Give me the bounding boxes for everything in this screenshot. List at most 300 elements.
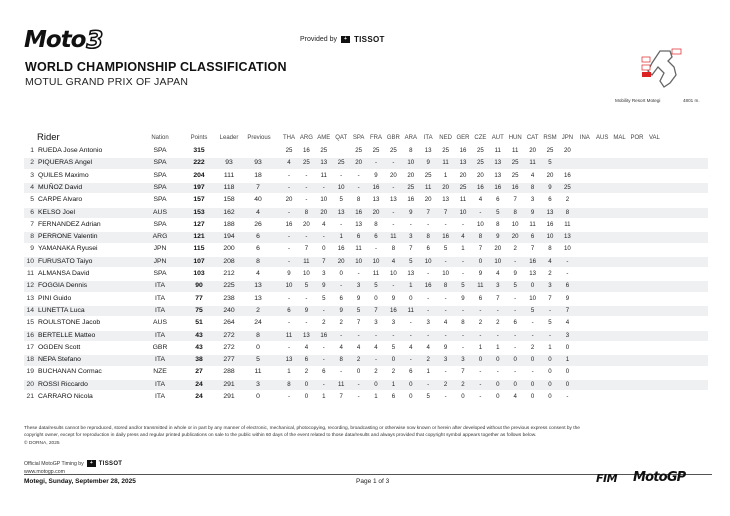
nation-cell: SPA: [153, 147, 167, 154]
sector-marker-3: [642, 65, 650, 70]
race-points-cell: 6: [565, 282, 570, 290]
race-points-cell: 11: [512, 147, 519, 154]
race-points-cell: 25: [546, 147, 554, 154]
race-points-cell: 4: [287, 159, 291, 167]
race-points-cell: 13: [372, 196, 380, 204]
race-points-cell: 20: [355, 159, 362, 167]
race-points-cell: -: [392, 159, 395, 167]
points-cell: 51: [195, 319, 203, 327]
nation-cell: SPA: [153, 220, 167, 228]
race-points-cell: 10: [529, 294, 536, 302]
race-points-cell: 6: [356, 233, 361, 241]
race-points-cell: 16: [459, 147, 467, 154]
race-points-cell: 3: [391, 319, 396, 327]
nation-cell: ITA: [154, 356, 166, 364]
race-points-cell: 0: [496, 380, 500, 388]
points-cell: 77: [195, 294, 203, 302]
race-points-cell: 8: [339, 356, 343, 364]
race-points-cell: -: [392, 208, 395, 216]
nation-cell: JPN: [153, 257, 167, 265]
race-points-cell: 0: [391, 356, 396, 364]
race-points-cell: 0: [322, 245, 326, 253]
rider-name-cell: FURUSATO Taiyo: [38, 257, 93, 265]
previous-gap-cell: 4: [256, 270, 260, 277]
race-points-cell: 5: [443, 245, 448, 253]
points-cell: 115: [193, 245, 205, 253]
position-cell: 9: [30, 245, 34, 253]
sponsor-line: [300, 35, 385, 44]
sector-marker-2: [672, 49, 681, 54]
race-points-cell: 13: [285, 356, 293, 364]
rider-name-cell: LUNETTA Luca: [38, 306, 85, 314]
table-row: [24, 244, 708, 255]
race-points-cell: 10: [303, 270, 310, 277]
race-points-cell: 8: [426, 233, 430, 241]
position-cell: 20: [26, 380, 34, 388]
race-points-cell: 25: [355, 147, 362, 154]
race-points-cell: -: [548, 306, 552, 314]
race-points-cell: 0: [530, 393, 535, 400]
position-cell: 16: [26, 331, 34, 339]
race-points-cell: -: [357, 183, 360, 191]
race-points-cell: 9: [478, 270, 483, 277]
race-header-ina: INA: [579, 135, 590, 141]
race-points-cell: 4: [461, 233, 465, 241]
race-points-cell: 11: [355, 245, 362, 253]
previous-gap-cell: 13: [254, 282, 262, 290]
race-points-cell: 13: [390, 196, 397, 204]
race-points-cell: 7: [513, 196, 517, 204]
race-points-cell: 13: [494, 171, 502, 179]
race-points-cell: -: [444, 294, 447, 302]
race-points-cell: 25: [320, 147, 328, 154]
points-column-header: Points: [190, 135, 208, 141]
race-points-cell: 9: [426, 159, 430, 167]
finish-line-marker: [642, 72, 651, 77]
race-points-cell: -: [427, 306, 430, 314]
leader-gap-cell: 238: [223, 294, 235, 302]
position-cell: 14: [26, 306, 34, 314]
race-header-por: POR: [630, 135, 644, 141]
race-points-cell: -: [340, 282, 343, 290]
race-points-cell: -: [322, 380, 325, 388]
nation-cell: SPA: [153, 196, 167, 204]
circuit-length: 4801 m.: [683, 98, 700, 103]
previous-gap-cell: 8: [256, 257, 260, 265]
race-points-cell: 4: [391, 257, 396, 265]
position-cell: 19: [26, 368, 34, 376]
leader-gap-cell: 291: [223, 380, 235, 388]
race-points-cell: 16: [511, 183, 519, 191]
tissot-cross-icon: +: [87, 460, 96, 467]
race-points-cell: -: [479, 393, 482, 400]
race-points-cell: 10: [390, 270, 397, 277]
race-points-cell: 10: [407, 159, 415, 167]
race-points-cell: -: [392, 331, 395, 339]
race-header-hun: HUN: [508, 135, 522, 141]
race-points-cell: 0: [478, 257, 483, 265]
rider-name-cell: PIQUERAS Angel: [38, 159, 93, 167]
race-points-cell: 11: [320, 171, 327, 179]
logo-text: Moto: [24, 27, 86, 53]
race-points-cell: 20: [459, 171, 467, 179]
race-points-cell: 13: [494, 159, 502, 167]
position-cell: 12: [26, 282, 34, 290]
race-points-cell: 9: [356, 294, 361, 302]
table-row: [24, 294, 708, 305]
previous-gap-cell: 2: [256, 306, 260, 314]
race-points-cell: 5: [374, 282, 378, 290]
race-header-arg: ARG: [299, 135, 313, 141]
race-points-cell: 8: [409, 147, 413, 154]
race-points-cell: -: [287, 183, 291, 191]
points-cell: 38: [195, 356, 203, 364]
race-points-cell: 9: [374, 171, 378, 179]
race-points-cell: 4: [548, 257, 552, 265]
points-cell: 24: [195, 393, 203, 400]
race-points-cell: 8: [513, 208, 517, 216]
race-points-cell: 20: [511, 233, 519, 241]
race-points-cell: -: [548, 331, 552, 339]
race-points-cell: 7: [426, 208, 430, 216]
race-points-cell: 0: [409, 294, 413, 302]
rider-name-cell: PINI Guido: [38, 294, 72, 302]
race-points-cell: 8: [496, 220, 500, 228]
race-points-cell: 3: [530, 196, 535, 204]
race-points-cell: 3: [409, 233, 413, 241]
race-points-cell: -: [444, 257, 447, 265]
nation-cell: ITA: [154, 331, 166, 339]
race-points-cell: 6: [513, 319, 517, 327]
table-row: [24, 367, 708, 378]
table-row: [24, 281, 708, 292]
race-points-cell: 5: [513, 282, 517, 290]
race-points-cell: 11: [407, 306, 414, 314]
race-points-cell: 2: [426, 356, 430, 364]
table-row: [24, 306, 708, 317]
race-points-cell: 25: [459, 183, 467, 191]
race-points-cell: -: [357, 270, 360, 277]
nation-cell: NZE: [153, 368, 167, 376]
race-points-cell: 20: [442, 183, 449, 191]
race-points-cell: 11: [372, 270, 380, 277]
race-points-cell: -: [479, 208, 482, 216]
race-points-cell: -: [566, 270, 569, 277]
race-points-cell: 6: [322, 368, 326, 376]
rider-name-cell: ALMANSA David: [38, 270, 90, 277]
race-header-cat: CAT: [526, 135, 539, 141]
race-points-cell: 10: [320, 196, 328, 204]
race-header-mal: MAL: [613, 135, 626, 141]
race-points-cell: 6: [548, 196, 552, 204]
race-points-cell: -: [357, 171, 360, 179]
race-points-cell: 10: [459, 208, 467, 216]
race-points-cell: 6: [478, 294, 483, 302]
race-points-cell: -: [514, 343, 517, 351]
table-row: [24, 158, 708, 169]
race-points-cell: -: [322, 306, 325, 314]
race-points-cell: 20: [320, 208, 328, 216]
leader-gap-cell: 93: [225, 159, 233, 167]
race-points-cell: -: [322, 233, 325, 241]
race-points-cell: 25: [442, 147, 449, 154]
nation-cell: ITA: [154, 380, 166, 388]
race-points-cell: 0: [548, 356, 552, 364]
race-points-cell: 16: [355, 208, 362, 216]
race-points-cell: -: [531, 319, 534, 327]
race-points-cell: -: [461, 306, 465, 314]
race-points-cell: 1: [409, 282, 413, 290]
rider-name-cell: ROSSI Riccardo: [38, 380, 88, 388]
nation-cell: ITA: [154, 393, 166, 400]
race-points-cell: 4: [530, 171, 535, 179]
race-points-cell: 10: [424, 257, 432, 265]
motogp-logo: MotoGP: [633, 470, 686, 485]
race-points-cell: 0: [478, 356, 483, 364]
race-points-cell: -: [514, 257, 517, 265]
nation-column-header: Nation: [151, 135, 169, 141]
nation-cell: GBR: [152, 343, 168, 351]
timing-label: Official MotoGP Timing by: [24, 460, 84, 467]
race-points-cell: 11: [338, 380, 345, 388]
race-points-cell: 5: [548, 319, 552, 327]
table-row: [24, 171, 708, 182]
race-points-cell: 13: [564, 233, 571, 241]
position-cell: 11: [26, 270, 34, 277]
race-points-cell: 9: [391, 294, 396, 302]
race-points-cell: 20: [303, 220, 310, 228]
position-cell: 3: [30, 171, 34, 179]
race-points-cell: -: [287, 257, 291, 265]
previous-gap-cell: 13: [254, 294, 262, 302]
race-points-cell: 20: [546, 171, 554, 179]
leader-gap-cell: 264: [223, 319, 235, 327]
race-points-cell: -: [479, 331, 482, 339]
sector-marker-1: [642, 57, 650, 62]
race-points-cell: 3: [461, 356, 465, 364]
race-points-cell: -: [409, 331, 412, 339]
leader-gap-cell: 111: [223, 171, 235, 179]
race-points-cell: -: [444, 306, 447, 314]
leader-gap-cell: 158: [223, 196, 235, 204]
rider-name-cell: YAMANAKA Ryusei: [38, 245, 98, 253]
race-points-cell: -: [287, 343, 291, 351]
race-points-cell: 16: [494, 183, 502, 191]
race-points-cell: 4: [443, 319, 448, 327]
race-points-cell: 2: [478, 319, 483, 327]
race-points-cell: -: [444, 393, 447, 400]
race-points-cell: 3: [426, 319, 430, 327]
nation-cell: ARG: [152, 233, 168, 241]
race-points-cell: 8: [374, 220, 378, 228]
table-row: [24, 195, 708, 206]
leader-column-header: Leader: [219, 135, 239, 141]
nation-cell: SPA: [153, 183, 167, 191]
race-header-val: VAL: [648, 135, 660, 141]
table-row: [24, 232, 708, 243]
race-points-cell: 0: [548, 380, 552, 388]
race-points-cell: 9: [496, 233, 500, 241]
points-cell: 197: [193, 183, 205, 191]
rider-name-cell: OGDEN Scott: [38, 343, 81, 351]
race-points-cell: 6: [530, 233, 535, 241]
leader-gap-cell: 272: [223, 331, 235, 339]
race-points-cell: -: [357, 380, 360, 388]
race-points-cell: 10: [494, 257, 502, 265]
race-points-cell: -: [340, 220, 343, 228]
nation-cell: ITA: [154, 294, 166, 302]
race-points-cell: -: [374, 159, 378, 167]
race-header-ara: ARA: [404, 135, 417, 141]
table-row: [24, 208, 708, 219]
table-row: [24, 392, 708, 403]
race-points-cell: 0: [565, 343, 570, 351]
disclaimer-line-1: These data/results cannot be reproduced, stored and/or transmitted in whole or in part by any manner of electronic, mechanical, photocopying, recording, broadcasting or otherwise now known or herein after developed without the previous express consent by the: [24, 426, 580, 431]
previous-gap-cell: 18: [254, 171, 262, 179]
race-points-cell: 16: [372, 183, 380, 191]
leader-gap-cell: 188: [223, 220, 235, 228]
points-cell: 204: [193, 171, 205, 179]
race-points-cell: -: [340, 171, 343, 179]
race-points-cell: 9: [287, 270, 291, 277]
race-points-cell: -: [322, 356, 325, 364]
race-points-cell: 5: [530, 306, 535, 314]
race-points-cell: 13: [355, 220, 362, 228]
race-points-cell: 16: [477, 183, 484, 191]
race-points-cell: -: [514, 294, 517, 302]
position-cell: 7: [30, 220, 34, 228]
position-cell: 6: [30, 208, 34, 216]
race-header-spa: SPA: [352, 135, 365, 141]
rider-name-cell: CARPE Alvaro: [38, 196, 83, 204]
race-points-cell: -: [496, 331, 499, 339]
race-points-cell: 5: [356, 306, 361, 314]
race-points-cell: -: [409, 356, 412, 364]
logo-number: 3: [86, 26, 104, 54]
race-points-cell: -: [287, 393, 291, 400]
event-date: Motegi, Sunday, September 28, 2025: [24, 478, 136, 485]
nation-cell: JPN: [153, 245, 167, 253]
previous-gap-cell: 0: [256, 393, 260, 400]
race-points-cell: 9: [513, 270, 517, 277]
race-points-cell: 4: [374, 343, 378, 351]
nation-cell: SPA: [153, 270, 167, 277]
race-points-cell: 16: [303, 147, 310, 154]
tissot-logo: TISSOT: [353, 35, 385, 44]
race-points-cell: -: [357, 393, 360, 400]
race-points-cell: 11: [285, 331, 293, 339]
race-points-cell: 2: [443, 380, 448, 388]
race-points-cell: 1: [565, 356, 570, 364]
race-points-cell: 25: [390, 147, 397, 154]
website-link[interactable]: www.motogp.com: [24, 469, 65, 475]
race-points-cell: 20: [372, 208, 380, 216]
race-points-cell: 5: [391, 343, 396, 351]
race-points-cell: 4: [304, 343, 309, 351]
race-points-cell: 7: [374, 306, 378, 314]
race-points-cell: 11: [477, 282, 484, 290]
race-points-cell: -: [305, 319, 308, 327]
race-points-cell: -: [392, 183, 395, 191]
race-points-cell: -: [479, 368, 482, 376]
previous-gap-cell: 0: [256, 343, 260, 351]
race-points-cell: 0: [409, 393, 413, 400]
race-points-cell: -: [496, 306, 499, 314]
race-points-cell: 3: [443, 356, 448, 364]
points-cell: 90: [195, 282, 203, 290]
race-points-cell: 4: [478, 196, 483, 204]
race-points-cell: 1: [443, 171, 448, 179]
timing-brand: TISSOT: [98, 460, 123, 467]
leader-gap-cell: 272: [223, 343, 235, 351]
previous-gap-cell: 7: [256, 183, 260, 191]
race-points-cell: 10: [285, 282, 293, 290]
race-points-cell: 8: [461, 319, 465, 327]
race-points-cell: 13: [424, 147, 432, 154]
tissot-cross-icon: +: [341, 36, 350, 43]
race-points-cell: 11: [529, 159, 536, 167]
rider-name-cell: ROULSTONE Jacob: [38, 319, 101, 327]
leader-gap-cell: 212: [223, 270, 235, 277]
race-points-cell: 9: [304, 306, 309, 314]
race-points-cell: 4: [356, 343, 361, 351]
race-points-cell: -: [409, 319, 412, 327]
circuit-name: Mobility Resort Motegi: [615, 98, 661, 103]
race-points-cell: 13: [303, 331, 310, 339]
race-points-cell: 6: [426, 245, 430, 253]
table-row: [24, 318, 708, 329]
race-points-cell: 5: [304, 282, 309, 290]
race-points-cell: -: [461, 270, 465, 277]
race-points-cell: 4: [565, 319, 570, 327]
race-points-cell: -: [305, 294, 308, 302]
race-points-cell: -: [409, 220, 412, 228]
race-points-cell: 0: [548, 368, 552, 376]
race-points-cell: 0: [565, 368, 570, 376]
race-points-cell: -: [374, 331, 378, 339]
race-points-cell: 0: [339, 270, 343, 277]
race-points-cell: 6: [339, 294, 343, 302]
copyright: © DORNA, 2025: [24, 440, 60, 446]
circuit-map-icon: [630, 45, 688, 91]
race-points-cell: 0: [565, 380, 570, 388]
previous-gap-cell: 6: [256, 233, 260, 241]
table-row: [24, 269, 708, 280]
race-points-cell: 8: [565, 208, 570, 216]
race-points-cell: 0: [304, 380, 309, 388]
race-points-cell: 8: [287, 380, 291, 388]
nation-cell: SPA: [153, 159, 167, 167]
leader-gap-cell: 240: [223, 306, 235, 314]
race-points-cell: 0: [513, 356, 517, 364]
race-points-cell: -: [427, 380, 430, 388]
leader-gap-cell: 208: [223, 257, 235, 265]
race-points-cell: 11: [390, 233, 397, 241]
page-title: WORLD CHAMPIONSHIP CLASSIFICATION: [25, 60, 287, 74]
nation-cell: AUS: [153, 208, 167, 216]
leader-gap-cell: 277: [223, 356, 235, 364]
race-points-cell: 10: [477, 220, 484, 228]
race-points-cell: -: [340, 331, 343, 339]
race-header-gbr: GBR: [386, 135, 400, 141]
race-points-cell: 7: [530, 245, 535, 253]
race-points-cell: 1: [496, 343, 500, 351]
race-points-cell: 7: [304, 245, 309, 253]
race-points-cell: 9: [443, 343, 448, 351]
race-points-cell: 11: [529, 220, 536, 228]
race-points-cell: 10: [564, 245, 571, 253]
race-points-cell: 7: [443, 208, 448, 216]
